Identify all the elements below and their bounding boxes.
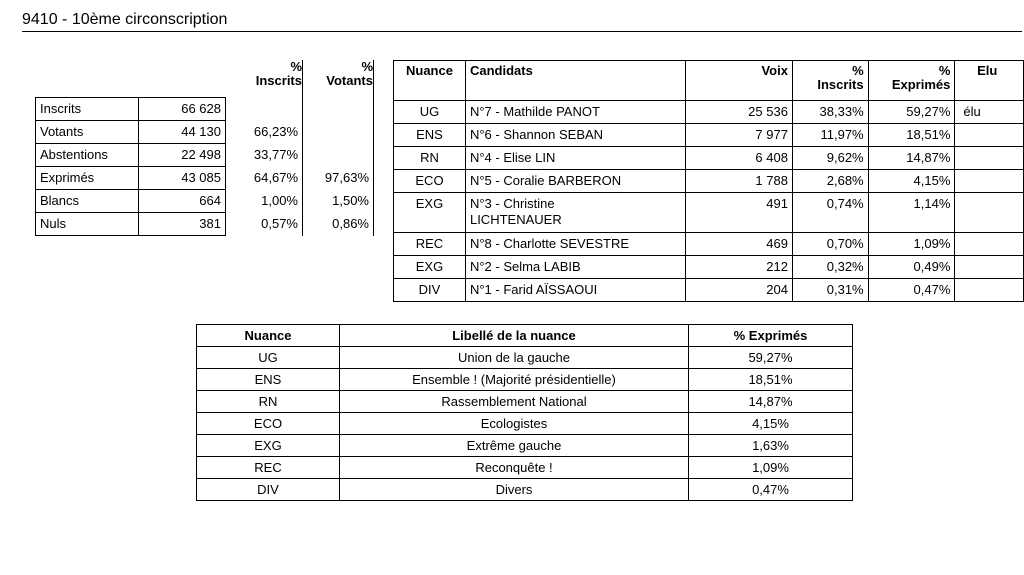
candidate-row	[394, 101, 1024, 124]
candidate-name-line1: N°3 - Christine	[469, 196, 555, 211]
nuance-code: ECO	[197, 413, 340, 435]
candidate-nuance: DIV	[394, 279, 466, 302]
candidate-name-line1: N°7 - Mathilde PANOT	[469, 104, 600, 119]
candidate-nuance: ECO	[394, 170, 466, 193]
candidate-pct-inscrits: 2,68%	[792, 170, 868, 193]
stats-pct-votants-header: % Votants	[303, 60, 374, 98]
libelle-col-header: Libellé de la nuance	[340, 325, 689, 347]
candidate-name	[465, 124, 685, 147]
pct-exprimes-col-header: % Exprimés	[689, 325, 853, 347]
stats-pct-votants	[303, 98, 374, 121]
page-title: 9410 - 10ème circonscription	[22, 9, 1022, 32]
candidate-row	[394, 279, 1024, 302]
candidate-elu: élu	[955, 101, 1024, 124]
candidate-elu	[955, 193, 1024, 233]
candidate-voix: 469	[685, 233, 792, 256]
candidate-name	[465, 101, 685, 124]
candidate-name-line2: LICHTENAUER	[469, 212, 562, 227]
candidate-nuance: RN	[394, 147, 466, 170]
candidate-voix: 6 408	[685, 147, 792, 170]
candidate-pct-inscrits: 0,31%	[792, 279, 868, 302]
candidate-pct-exprimes: 14,87%	[868, 147, 955, 170]
nuance-code: RN	[197, 391, 340, 413]
nuance-code: ENS	[197, 369, 340, 391]
nuance-pct: 1,63%	[689, 435, 853, 457]
stats-value: 43 085	[139, 167, 226, 190]
stats-row	[36, 121, 374, 144]
candidate-pct-exprimes: 59,27%	[868, 101, 955, 124]
candidate-elu	[955, 147, 1024, 170]
col-pct-exprimes-header: % Exprimés	[868, 61, 955, 101]
nuance-code: DIV	[197, 479, 340, 501]
stats-value: 22 498	[139, 144, 226, 167]
nuance-code: REC	[197, 457, 340, 479]
candidate-pct-exprimes: 1,14%	[868, 193, 955, 233]
stats-row	[36, 213, 374, 236]
candidate-pct-exprimes: 18,51%	[868, 124, 955, 147]
candidate-nuance: REC	[394, 233, 466, 256]
stats-pct-votants	[303, 144, 374, 167]
candidate-pct-inscrits: 9,62%	[792, 147, 868, 170]
candidate-pct-exprimes: 0,47%	[868, 279, 955, 302]
candidate-elu	[955, 124, 1024, 147]
candidate-row	[394, 170, 1024, 193]
stats-pct-inscrits: 1,00%	[226, 190, 303, 213]
nuance-libelle: Ecologistes	[340, 413, 689, 435]
candidate-name	[465, 256, 685, 279]
candidate-elu	[955, 256, 1024, 279]
candidate-nuance: EXG	[394, 256, 466, 279]
candidate-pct-inscrits: 11,97%	[792, 124, 868, 147]
nuance-libelle: Ensemble ! (Majorité présidentielle)	[340, 369, 689, 391]
turnout-table	[35, 60, 374, 236]
candidate-voix: 1 788	[685, 170, 792, 193]
candidate-name-line1: N°8 - Charlotte SEVESTRE	[469, 236, 630, 251]
nuance-table	[196, 324, 853, 501]
stats-value: 66 628	[139, 98, 226, 121]
stats-pct-inscrits: 33,77%	[226, 144, 303, 167]
candidate-row	[394, 124, 1024, 147]
nuance-row	[197, 369, 853, 391]
nuance-pct: 4,15%	[689, 413, 853, 435]
stats-label: Exprimés	[36, 167, 139, 190]
stats-row	[36, 167, 374, 190]
stats-label: Nuls	[36, 213, 139, 236]
stats-value: 44 130	[139, 121, 226, 144]
candidate-voix: 25 536	[685, 101, 792, 124]
candidate-pct-exprimes: 0,49%	[868, 256, 955, 279]
stats-label: Abstentions	[36, 144, 139, 167]
stats-pct-votants: 1,50%	[303, 190, 374, 213]
stats-label: Inscrits	[36, 98, 139, 121]
candidate-name	[465, 193, 685, 233]
nuance-row	[197, 347, 853, 369]
candidate-nuance: ENS	[394, 124, 466, 147]
nuance-code: EXG	[197, 435, 340, 457]
stats-row	[36, 144, 374, 167]
candidate-name-line1: N°5 - Coralie BARBERON	[469, 173, 622, 188]
col-elu-header: Elu	[955, 61, 1024, 101]
nuance-pct: 14,87%	[689, 391, 853, 413]
col-candidats-header: Candidats	[465, 61, 685, 101]
candidate-pct-inscrits: 38,33%	[792, 101, 868, 124]
candidate-row	[394, 147, 1024, 170]
candidate-name-line1: N°6 - Shannon SEBAN	[469, 127, 604, 142]
stats-pct-inscrits	[226, 98, 303, 121]
candidate-pct-inscrits: 0,74%	[792, 193, 868, 233]
col-pct-inscrits-header: % Inscrits	[792, 61, 868, 101]
col-nuance-header: Nuance	[394, 61, 466, 101]
nuance-libelle: Extrême gauche	[340, 435, 689, 457]
candidate-name	[465, 279, 685, 302]
stats-value: 664	[139, 190, 226, 213]
stats-label: Votants	[36, 121, 139, 144]
candidate-name-line1: N°4 - Elise LIN	[469, 150, 556, 165]
col-voix-header: Voix	[685, 61, 792, 101]
candidate-nuance: UG	[394, 101, 466, 124]
candidate-name	[465, 170, 685, 193]
nuance-row	[197, 479, 853, 501]
nuance-libelle: Rassemblement National	[340, 391, 689, 413]
candidate-name	[465, 233, 685, 256]
stats-pct-votants	[303, 121, 374, 144]
candidate-row	[394, 193, 1024, 233]
stats-row	[36, 98, 374, 121]
stats-pct-inscrits: 0,57%	[226, 213, 303, 236]
candidate-voix: 7 977	[685, 124, 792, 147]
stats-corner	[36, 60, 139, 98]
candidate-voix: 204	[685, 279, 792, 302]
nuance-row	[197, 391, 853, 413]
candidate-elu	[955, 279, 1024, 302]
candidate-name-line1: N°1 - Farid AÏSSAOUI	[469, 282, 598, 297]
stats-pct-votants: 97,63%	[303, 167, 374, 190]
candidate-name-line1: N°2 - Selma LABIB	[469, 259, 581, 274]
nuance-code: UG	[197, 347, 340, 369]
stats-label: Blancs	[36, 190, 139, 213]
stats-pct-votants: 0,86%	[303, 213, 374, 236]
candidate-nuance: EXG	[394, 193, 466, 233]
stats-pct-inscrits: 66,23%	[226, 121, 303, 144]
stats-row	[36, 190, 374, 213]
candidates-table	[393, 60, 1024, 302]
candidate-row	[394, 256, 1024, 279]
stats-pct-inscrits: 64,67%	[226, 167, 303, 190]
candidate-voix: 491	[685, 193, 792, 233]
nuance-libelle: Divers	[340, 479, 689, 501]
nuance-row	[197, 457, 853, 479]
nuance-pct: 0,47%	[689, 479, 853, 501]
candidate-name	[465, 147, 685, 170]
stats-value: 381	[139, 213, 226, 236]
candidate-row	[394, 233, 1024, 256]
nuance-libelle: Union de la gauche	[340, 347, 689, 369]
candidate-pct-inscrits: 0,70%	[792, 233, 868, 256]
nuance-pct: 18,51%	[689, 369, 853, 391]
candidate-elu	[955, 233, 1024, 256]
stats-value-header	[139, 60, 226, 98]
nuance-pct: 1,09%	[689, 457, 853, 479]
candidate-voix: 212	[685, 256, 792, 279]
candidate-elu	[955, 170, 1024, 193]
stats-pct-inscrits-header: % Inscrits	[226, 60, 303, 98]
nuance-pct: 59,27%	[689, 347, 853, 369]
nuance-row	[197, 413, 853, 435]
candidate-pct-exprimes: 4,15%	[868, 170, 955, 193]
nuance-libelle: Reconquête !	[340, 457, 689, 479]
nuance-row	[197, 435, 853, 457]
nuance-col-header: Nuance	[197, 325, 340, 347]
candidate-pct-inscrits: 0,32%	[792, 256, 868, 279]
candidate-pct-exprimes: 1,09%	[868, 233, 955, 256]
